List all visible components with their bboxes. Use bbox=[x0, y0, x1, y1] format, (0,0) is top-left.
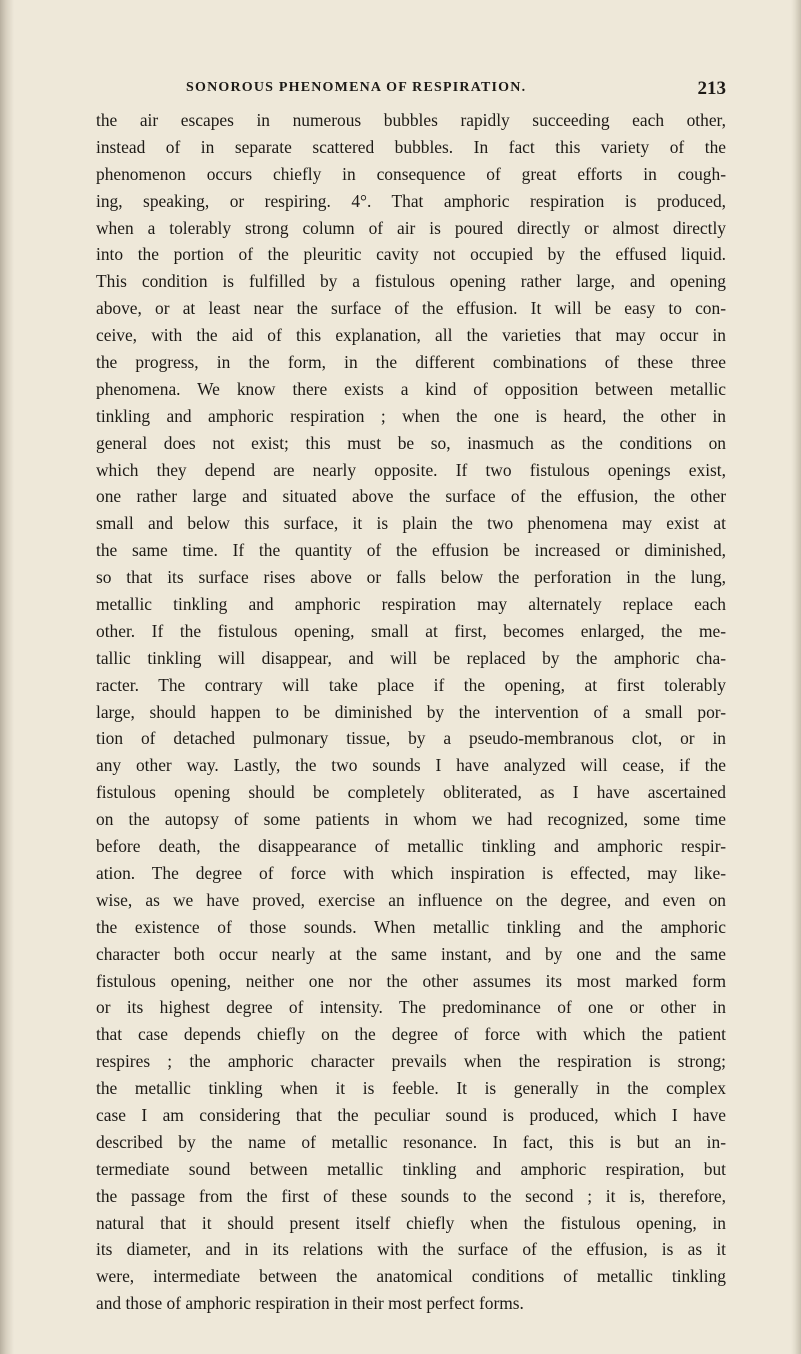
text-line: metallic tinkling and amphoric respiration may alternately replace each bbox=[96, 594, 726, 615]
text-line: when a tolerably strong column of air is poured directly or almost directly bbox=[96, 217, 726, 238]
text-line: tallic tinkling will disappear, and will be replaced by the amphoric cha- bbox=[96, 647, 726, 668]
page-left-edge bbox=[0, 0, 14, 1354]
text-line: above, or at least near the surface of the effusion. It will be easy to con- bbox=[96, 298, 726, 319]
text-line: natural that it should present itself chiefly when the fistulous opening, in bbox=[96, 1212, 726, 1233]
text-line: the metallic tinkling when it is feeble. It is generally in the complex bbox=[96, 1078, 726, 1099]
text-line: on the autopsy of some patients in whom we had recognized, some time bbox=[96, 809, 726, 830]
text-line: that case depends chiefly on the degree of force with which the patient bbox=[96, 1024, 726, 1045]
text-line: the air escapes in numerous bubbles rapidly succeeding each other, bbox=[96, 110, 726, 130]
text-line: respires ; the amphoric character prevails when the respiration is strong; bbox=[96, 1051, 726, 1072]
page-header bbox=[96, 78, 736, 102]
text-line: any other way. Lastly, the two sounds I have analyzed will cease, if the bbox=[96, 755, 726, 776]
text-line: into the portion of the pleuritic cavity not occupied by the effused liquid. bbox=[96, 244, 726, 265]
text-line: instead of in separate scattered bubbles. In fact this variety of the bbox=[96, 136, 726, 157]
text-line: ing, speaking, or respiring. 4°. That amphoric respiration is produced, bbox=[96, 190, 726, 211]
text-line: case I am considering that the peculiar sound is produced, which I have bbox=[96, 1104, 726, 1125]
text-line: tinkling and amphoric respiration ; when the one is heard, the other in bbox=[96, 405, 726, 426]
text-line: before death, the disappearance of metallic tinkling and amphoric respir- bbox=[96, 836, 726, 857]
text-line: ation. The degree of force with which inspiration is effected, may like- bbox=[96, 862, 726, 883]
text-line: so that its surface rises above or falls below the perforation in the lung, bbox=[96, 567, 726, 588]
page-number: 213 bbox=[697, 78, 726, 99]
text-line: the passage from the first of these sounds to the second ; it is, therefore, bbox=[96, 1185, 726, 1206]
text-line: racter. The contrary will take place if the opening, at first tolerably bbox=[96, 674, 726, 695]
text-line: the existence of those sounds. When metallic tinkling and the amphoric bbox=[96, 916, 726, 937]
text-line: This condition is fulfilled by a fistulous opening rather large, and opening bbox=[96, 271, 726, 292]
text-line: were, intermediate between the anatomical conditions of metallic tinkling bbox=[96, 1266, 726, 1287]
page-right-edge bbox=[791, 0, 801, 1354]
text-line: the same time. If the quantity of the effusion be increased or diminished, bbox=[96, 540, 726, 561]
text-line: small and below this surface, it is plain the two phenomena may exist at bbox=[96, 513, 726, 534]
text-line: large, should happen to be diminished by the intervention of a small por- bbox=[96, 701, 726, 722]
text-line: its diameter, and in its relations with the surface of the effusion, is as it bbox=[96, 1239, 726, 1260]
text-line: fistulous opening, neither one nor the other assumes its most marked form bbox=[96, 970, 726, 991]
body-paragraph bbox=[96, 107, 726, 1317]
text-line: general does not exist; this must be so, inasmuch as the conditions on bbox=[96, 432, 726, 453]
text-line: one rather large and situated above the surface of the effusion, the other bbox=[96, 486, 726, 507]
text-line: other. If the fistulous opening, small at first, becomes enlarged, the me- bbox=[96, 620, 726, 641]
text-line: which they depend are nearly opposite. If two fistulous openings exist, bbox=[96, 459, 726, 480]
text-line: phenomenon occurs chiefly in consequence of great efforts in cough- bbox=[96, 163, 726, 184]
text-line: tion of detached pulmonary tissue, by a pseudo-membranous clot, or in bbox=[96, 728, 726, 749]
text-line: wise, as we have proved, exercise an influence on the degree, and even on bbox=[96, 889, 726, 910]
text-line: ceive, with the aid of this explanation, all the varieties that may occur in bbox=[96, 325, 726, 346]
text-line: character both occur nearly at the same instant, and by one and the same bbox=[96, 943, 726, 964]
text-line: fistulous opening should be completely obliterated, as I have ascertained bbox=[96, 782, 726, 803]
text-line: termediate sound between metallic tinkling and amphoric respiration, but bbox=[96, 1158, 726, 1179]
text-line: phenomena. We know there exists a kind of opposition between metallic bbox=[96, 378, 726, 399]
text-line: or its highest degree of intensity. The predominance of one or other in bbox=[96, 997, 726, 1018]
text-line: the progress, in the form, in the different combinations of these three bbox=[96, 352, 726, 373]
text-line: and those of amphoric respiration in their most perfect forms. bbox=[96, 1293, 524, 1314]
running-head: SONOROUS PHENOMENA OF RESPIRATION. bbox=[186, 80, 527, 95]
text-line: described by the name of metallic resonance. In fact, this is but an in- bbox=[96, 1131, 726, 1152]
